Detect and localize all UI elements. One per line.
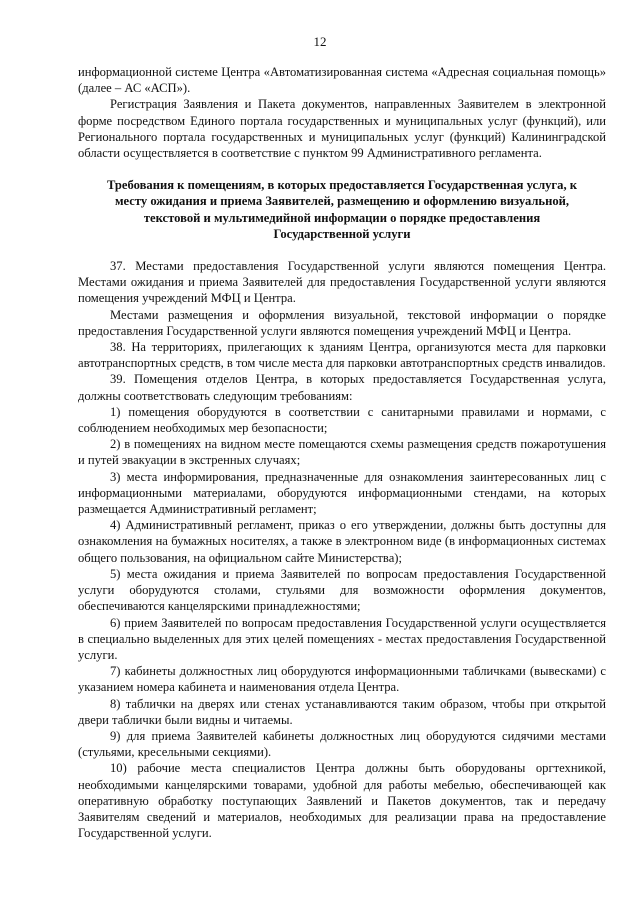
list-item: 10) рабочие места специалистов Центра должны быть оборудованы оргтехникой, необходимыми канцелярскими товарами, удобной для работы мебелью, обеспечивающей как оперативную обработку поступающих Заявлений и Пакетов документов, так и передачу Заявителям сведений и материалов, необходимых для реализации права на предоставление Государственной услуги.: [78, 761, 606, 841]
list-item: Местами размещения и оформления визуальной, текстовой информации о порядке предоставления Государственной услуги являются помещения учреждений МФЦ и Центра.: [78, 307, 606, 338]
list-item: 6) прием Заявителей по вопросам предоставления Государственной услуги осуществляется в специально выделенных для этих целей помещениях - местах предоставления Государственной услуги.: [78, 615, 606, 662]
section-heading: Требования к помещениям, в которых предоставляется Государственная услуга, к месту ожидания и приема Заявителей, размещению и оформлению визуальной, текстовой и мультимедийной информации о порядке предоставления Государственной услуги: [106, 178, 578, 241]
list-item: 7) кабинеты должностных лиц оборудуются информационными табличками (вывесками) с указанием номера кабинета и наименования отдела Центра.: [78, 664, 606, 695]
list-item: 37. Местами предоставления Государственной услуги являются помещения Центра. Местами ожидания и приема Заявителей для предоставления Государственной услуги являются помещения учреждений МФЦ и Центра.: [78, 259, 606, 306]
list-item: 39. Помещения отделов Центра, в которых предоставляется Государственная услуга, должны соответствовать следующим требованиям:: [78, 372, 606, 403]
paragraph: информационной системе Центра «Автоматизированная система «Адресная социальная помощь» (далее – АС «АСП»).: [78, 65, 606, 96]
list-item: 3) места информирования, предназначенные для ознакомления заинтересованных лиц с информационными материалами, оборудуются информационными стендами, на которых размещается Административный регламент;: [78, 469, 606, 517]
list-item: 8) таблички на дверях или стенах устанавливаются таким образом, чтобы при открытой двери таблички были видны и читаемы.: [78, 696, 606, 727]
list-item: 2) в помещениях на видном месте помещаются схемы размещения средств пожаротушения и путей эвакуации в экстренных случаях;: [78, 437, 606, 468]
list-item: 38. На территориях, прилегающих к зданиям Центра, организуются места для парковки автотранспортных средств, в том числе места для парковки автотранспортных средств инвалидов.: [78, 340, 606, 371]
list-item: 5) места ожидания и приема Заявителей по вопросам предоставления Государственной услуги оборудуются столами, стульями для возможности оформления документов, обеспечиваются канцелярскими принадлежностями;: [78, 566, 606, 614]
list-item: 4) Административный регламент, приказ о его утверждении, должны быть доступны для ознакомления на бумажных носителях, а также в электронном виде (в информационных системах общего пользования, на официальном сайте Министерства);: [78, 518, 606, 565]
list-item: 9) для приема Заявителей кабинеты должностных лиц оборудуются сидячими местами (стульями, кресельными секциями).: [78, 728, 606, 760]
paragraph: Регистрация Заявления и Пакета документов, направленных Заявителем в электронной форме посредством Единого портала государственных и муниципальных услуг (функций), или Регионального портала государственных и муниципальных услуг (функций) Калининградской области осуществляется в соответствие с пунктом 99 Административного регламента.: [78, 97, 606, 161]
list-item: 1) помещения оборудуются в соответствии с санитарными правилами и нормами, с соблюдением необходимых мер безопасности;: [78, 404, 606, 436]
document-body: [78, 64, 606, 841]
page-number: 12: [313, 34, 327, 49]
